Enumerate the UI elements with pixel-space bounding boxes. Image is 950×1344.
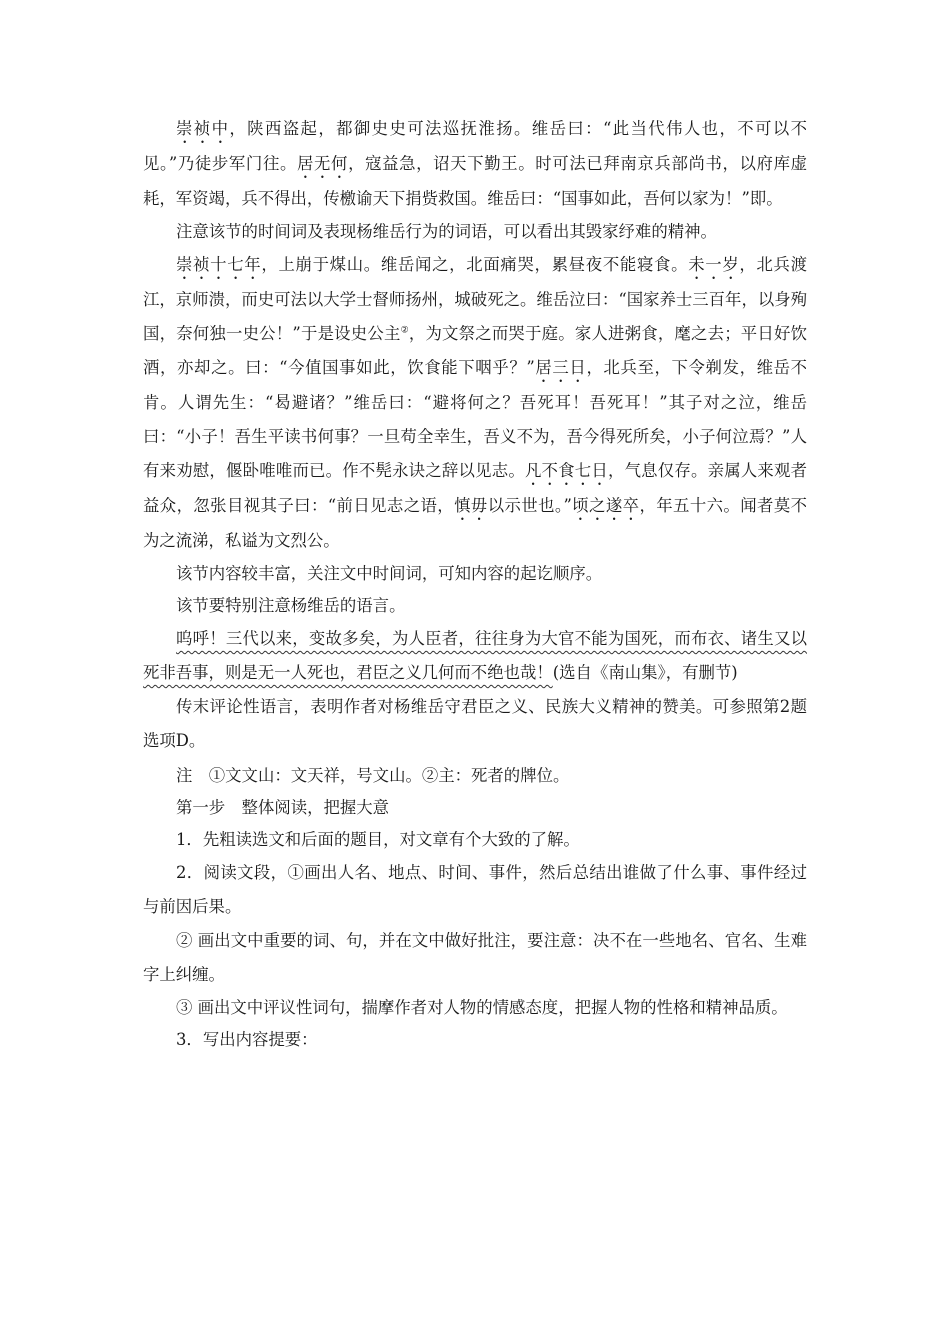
annotation-note-3: 该节要特别注意杨维岳的语言。 xyxy=(176,596,406,615)
step-item-3: 3．写出内容提要： xyxy=(176,1030,318,1049)
footnote: 注 ①文文山：文天祥，号文山。②主：死者的牌位。 xyxy=(176,766,570,785)
time-word: 顷之遂卒 xyxy=(571,496,640,515)
key-word: 慎毋 xyxy=(454,496,488,515)
passage-paragraph-3 xyxy=(143,622,807,690)
step-item-2c: ③ 画出文中评议性词句，揣摩作者对人物的情感态度，把握人物的性格和精神品质。 xyxy=(176,998,788,1017)
time-word: 居三日 xyxy=(534,358,587,377)
passage-text: ，为文祭之而哭于庭。家人进粥食，麾之去；平日好饮酒，亦却之。曰：“今值国事如此，饮食能下咽乎？” xyxy=(143,324,807,377)
passage-paragraph-2 xyxy=(143,248,807,558)
step-item-1: 1．先粗读选文和后面的题目，对文章有个大致的了解。 xyxy=(176,830,580,849)
passage-text: ，北兵至，下令剃发，维岳不肯。人谓先生：“曷避诸？”维岳曰：“避将何之？吾死耳！吾死耳！”其子对之泣，维岳曰：“小子！吾生平读书何事？一旦苟全幸生，吾义不为，吾今得死所矣，小子何泣焉？”人有来劝慰，偃卧唯唯而已。作不髡永诀之辞以见志。 xyxy=(143,358,808,480)
time-word: 居无何 xyxy=(297,154,349,173)
passage-text: ，北兵渡江，京师溃，而史可法以大学士督师扬州，城破死之。维岳泣曰：“国家养士三百年，以身殉国，奈何独一史公！”于是设史公主 xyxy=(143,255,808,343)
time-word: 凡不食七日 xyxy=(524,461,608,480)
passage-text: ，年五十六。闻者莫不为之流涕，私谥为文烈公。 xyxy=(143,496,808,550)
annotation-note-2: 该节内容较丰富，关注文中时间词，可知内容的起讫顺序。 xyxy=(176,564,603,583)
passage-text: ，陕西盗起，都御史史可法巡抚淮扬。维岳曰：“此当代伟人也，不可以不见。”乃徒步军门往。 xyxy=(143,119,807,173)
passage-text: ，寇益急，诏天下勤王。时可法已拜南京兵部尚书，以府库虚耗，军资竭，兵不得出，传檄谕天下捐赀救国。维岳曰：“国事如此，吾何以家为！”即。 xyxy=(143,154,807,208)
time-word: 未一岁 xyxy=(688,255,740,274)
annotation-note-1: 注意该节的时间词及表现杨维岳行为的词语，可以看出其毁家纾难的精神。 xyxy=(176,222,717,241)
passage-text: 以示世也。” xyxy=(487,496,572,515)
step-item-2: 2．阅读文段，①画出人名、地点、时间、事件，然后总结出谁做了什么事、事件经过与前因后果。 xyxy=(143,863,807,916)
passage-text: ，上崩于煤山。维岳闻之，北面痛哭，累昼夜不能寝食。 xyxy=(261,255,689,274)
time-word: 崇祯十七年 xyxy=(176,255,262,274)
step-heading: 第一步 整体阅读，把握大意 xyxy=(176,798,390,817)
passage-text: ，气息仅存。亲属人来观者益众，忽张目视其子曰：“前日见志之语， xyxy=(143,461,808,515)
passage-paragraph-1 xyxy=(143,112,807,216)
time-word: 崇祯中 xyxy=(176,119,230,138)
annotation-note-4: 传末评论性语言，表明作者对杨维岳守君臣之义、民族大义精神的赞美。可参照第2题选项D。 xyxy=(143,697,807,750)
step-item-2b: ② 画出文中重要的词、句，并在文中做好批注，要注意：决不在一些地名、官名、生难字上纠缠。 xyxy=(143,931,807,984)
source-citation: (选自《南山集》，有删节) xyxy=(552,663,738,682)
footnote-marker: ② xyxy=(400,325,409,336)
comment-wavy-underline: 呜呼！三代以来，变故多矣，为人臣者，往往身为大官不能为国死，而布衣、诸生又以死非吾事，则是无一人死也，君臣之义几何而不绝也哉！ xyxy=(143,629,807,682)
